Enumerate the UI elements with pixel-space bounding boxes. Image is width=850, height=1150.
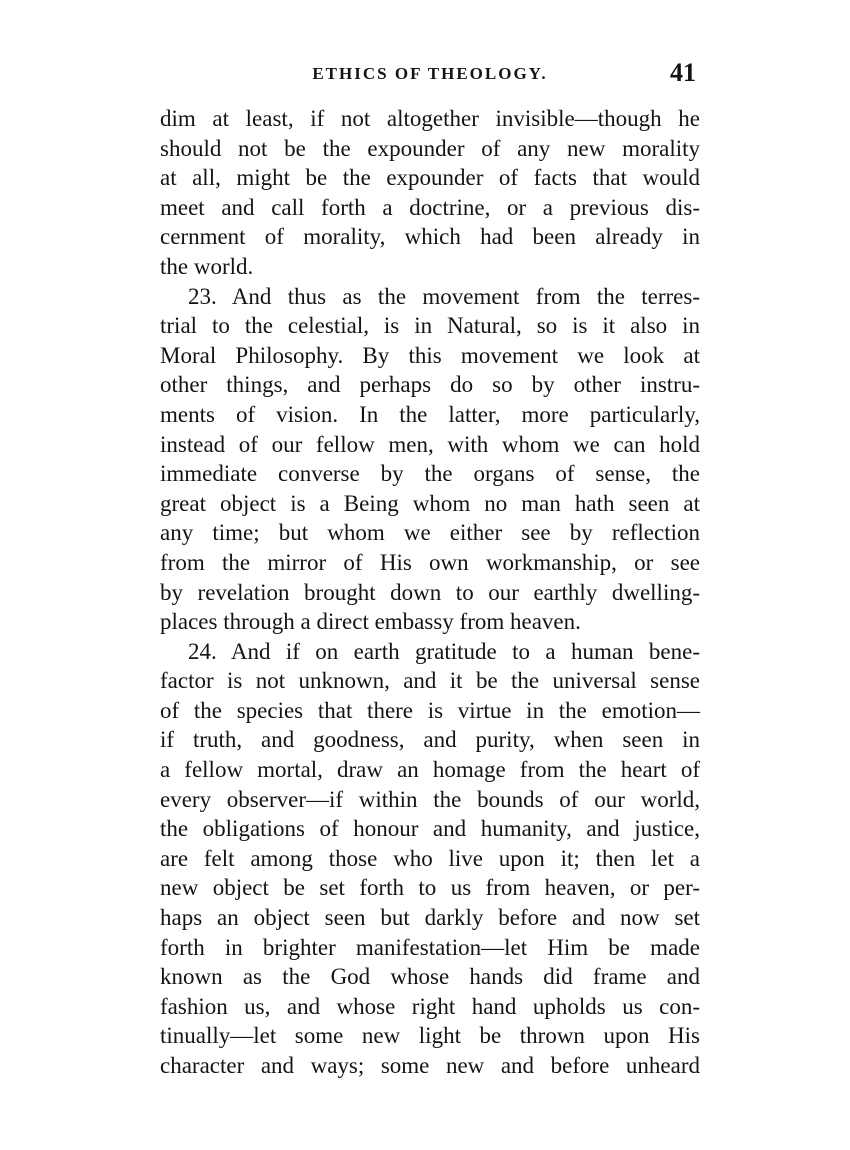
body-text [160, 104, 700, 1081]
text-line: forth in brighter manifestation—let Him be made [160, 934, 700, 960]
text-line: of the species that there is virtue in the emotion— [160, 697, 700, 723]
text-line: tinually—let some new light be thrown upon His [160, 1023, 700, 1049]
text-line: instead of our fellow men, with whom we can hold [160, 431, 700, 457]
text-line: haps an object seen but darkly before and now set [160, 905, 700, 931]
paragraph-24-start: 24. And if on earth gratitude to a human bene- [188, 638, 700, 664]
text-line: meet and call forth a doctrine, or a previous dis- [160, 194, 700, 220]
text-line: the world. [160, 253, 254, 279]
paragraph-23-start: 23. And thus as the movement from the terres- [188, 283, 700, 309]
text-line: any time; but whom we either see by reflection [160, 520, 700, 546]
text-line: factor is not unknown, and it be the universal sense [160, 668, 700, 694]
text-line: if truth, and goodness, and purity, when seen in [160, 727, 700, 753]
text-line: known as the God whose hands did frame and [160, 964, 700, 990]
running-title: ETHICS OF THEOLOGY. [312, 64, 548, 83]
text-line: places through a direct embassy from heaven. [160, 609, 581, 635]
text-line: immediate converse by the organs of sense, the [160, 461, 700, 487]
text-line: should not be the expounder of any new morality [160, 135, 700, 161]
page-number: 41 [670, 58, 696, 87]
text-line: other things, and perhaps do so by other instru- [160, 372, 700, 398]
text-line: every observer—if within the bounds of our world, [160, 786, 700, 812]
text-line: at all, might be the expounder of facts that would [160, 165, 700, 191]
text-line: from the mirror of His own workmanship, or see [160, 549, 700, 575]
text-line: cernment of morality, which had been already in [160, 224, 700, 250]
text-line: character and ways; some new and before unheard [160, 1053, 700, 1078]
text-line: new object be set forth to us from heaven, or per- [160, 875, 700, 901]
text-line: dim at least, if not altogether invisible—though he [160, 106, 700, 131]
text-line: fashion us, and whose right hand upholds us con- [160, 993, 700, 1019]
running-head [160, 58, 700, 92]
text-line: great object is a Being whom no man hath seen at [160, 490, 700, 516]
text-line: are felt among those who live upon it; then let a [160, 845, 700, 871]
text-line: by revelation brought down to our earthly dwelling- [160, 579, 700, 605]
text-line: the obligations of honour and humanity, and justice, [160, 816, 700, 842]
text-line: ments of vision. In the latter, more particularly, [160, 401, 700, 427]
text-line: trial to the celestial, is in Natural, so is it also in [160, 313, 700, 339]
text-line: Moral Philosophy. By this movement we look at [160, 342, 700, 368]
text-line: a fellow mortal, draw an homage from the heart of [160, 757, 700, 783]
